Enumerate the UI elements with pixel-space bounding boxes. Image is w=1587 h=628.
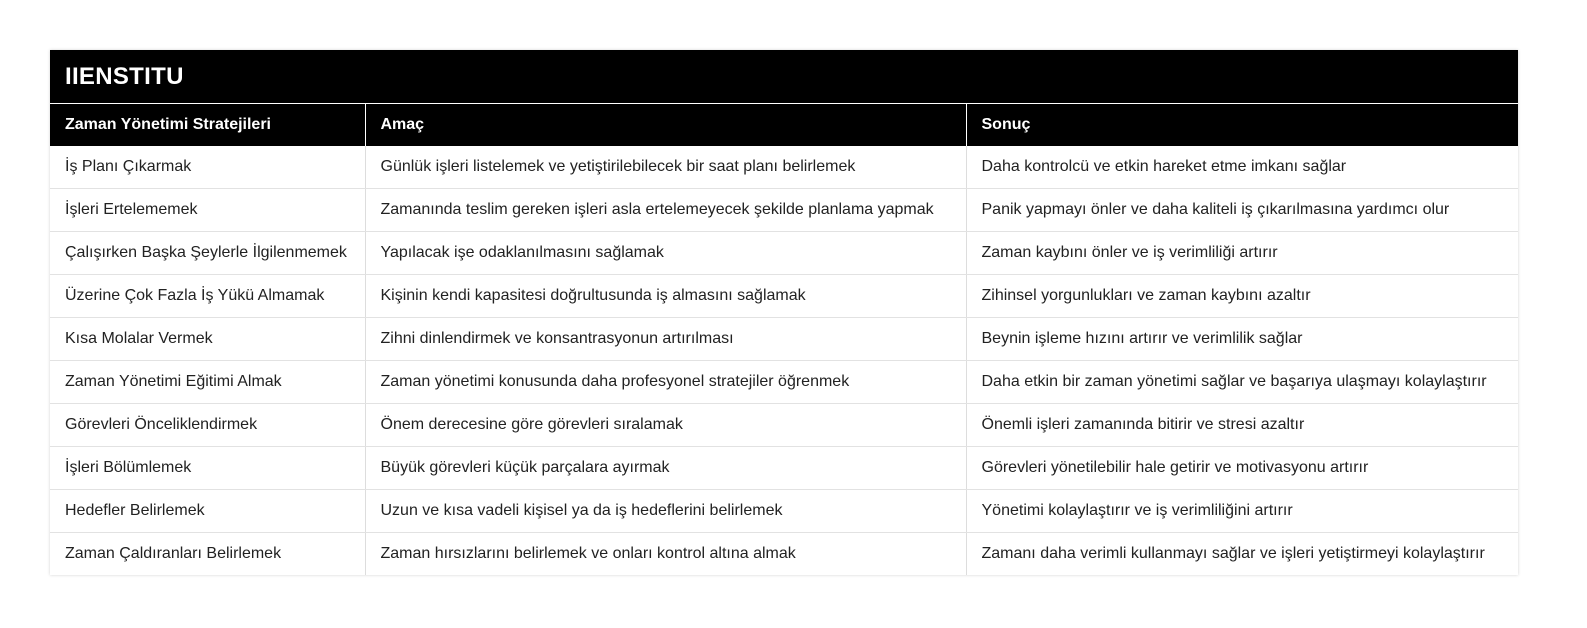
cell-purpose: Büyük görevleri küçük parçalara ayırmak [365,447,966,490]
table-row [50,490,1518,533]
table-row [50,275,1518,318]
cell-result: Daha etkin bir zaman yönetimi sağlar ve başarıya ulaşmayı kolaylaştırır [966,361,1518,404]
cell-purpose: Yapılacak işe odaklanılmasını sağlamak [365,232,966,275]
cell-strategy: İş Planı Çıkarmak [50,146,365,189]
cell-purpose: Kişinin kendi kapasitesi doğrultusunda iş almasını sağlamak [365,275,966,318]
cell-strategy: İşleri Bölümlemek [50,447,365,490]
cell-purpose: Zihni dinlendirmek ve konsantrasyonun artırılması [365,318,966,361]
table-row [50,189,1518,232]
strategies-table [50,103,1518,575]
cell-result: Yönetimi kolaylaştırır ve iş verimliliğini artırır [966,490,1518,533]
cell-result: Panik yapmayı önler ve daha kaliteli iş çıkarılmasına yardımcı olur [966,189,1518,232]
cell-result: Görevleri yönetilebilir hale getirir ve motivasyonu artırır [966,447,1518,490]
cell-purpose: Önem derecesine göre görevleri sıralamak [365,404,966,447]
cell-result: Beynin işleme hızını artırır ve verimlilik sağlar [966,318,1518,361]
cell-result: Önemli işleri zamanında bitirir ve stresi azaltır [966,404,1518,447]
strategies-table-container [50,50,1518,575]
table-row [50,361,1518,404]
header-result: Sonuç [966,104,1518,147]
cell-purpose: Zaman hırsızlarını belirlemek ve onları kontrol altına almak [365,533,966,576]
table-row [50,404,1518,447]
table-row [50,533,1518,576]
cell-strategy: Hedefler Belirlemek [50,490,365,533]
table-row [50,318,1518,361]
cell-strategy: Zaman Çaldıranları Belirlemek [50,533,365,576]
cell-strategy: İşleri Ertelememek [50,189,365,232]
cell-strategy: Çalışırken Başka Şeylerle İlgilenmemek [50,232,365,275]
cell-purpose: Zamanında teslim gereken işleri asla ertelemeyecek şekilde planlama yapmak [365,189,966,232]
header-row [50,104,1518,147]
cell-result: Daha kontrolcü ve etkin hareket etme imkanı sağlar [966,146,1518,189]
header-strategy: Zaman Yönetimi Stratejileri [50,104,365,147]
cell-result: Zamanı daha verimli kullanmayı sağlar ve işleri yetiştirmeyi kolaylaştırır [981,545,1485,562]
cell-result: Zaman kaybını önler ve iş verimliliği artırır [966,232,1518,275]
table-row [50,447,1518,490]
table-header [50,104,1518,147]
header-purpose: Amaç [365,104,966,147]
cell-strategy: Görevleri Önceliklendirmek [50,404,365,447]
table-row [50,146,1518,189]
cell-strategy: Kısa Molalar Vermek [50,318,365,361]
cell-strategy: Zaman Yönetimi Eğitimi Almak [50,361,365,404]
brand-title: IIENSTITU [50,50,1518,103]
cell-purpose: Günlük işleri listelemek ve yetiştirilebilecek bir saat planı belirlemek [365,146,966,189]
table-body [50,146,1518,575]
cell-purpose: Uzun ve kısa vadeli kişisel ya da iş hedeflerini belirlemek [365,490,966,533]
cell-strategy: Üzerine Çok Fazla İş Yükü Almamak [50,275,365,318]
cell-result: Zihinsel yorgunlukları ve zaman kaybını azaltır [966,275,1518,318]
table-row [50,232,1518,275]
cell-purpose: Zaman yönetimi konusunda daha profesyonel stratejiler öğrenmek [365,361,966,404]
